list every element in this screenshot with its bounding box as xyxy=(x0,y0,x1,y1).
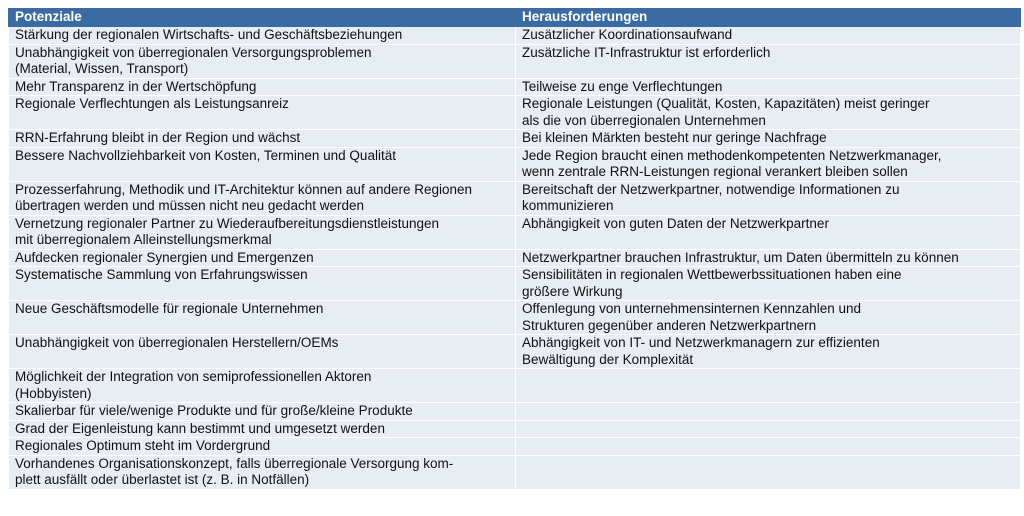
cell-herausforderung xyxy=(516,455,1021,489)
table-header-row xyxy=(9,9,1021,27)
cell-potenzial: Mehr Transparenz in der Wertschöpfung xyxy=(9,78,516,96)
table-row xyxy=(9,181,1021,215)
header-potenziale: Potenziale xyxy=(9,9,516,27)
cell-herausforderung xyxy=(516,369,1021,403)
table-row xyxy=(9,147,1021,181)
table-row xyxy=(9,78,1021,96)
cell-herausforderung xyxy=(516,420,1021,438)
table-row xyxy=(9,335,1021,369)
cell-potenzial: Bessere Nachvollziehbarkeit von Kosten, Terminen und Qualität xyxy=(9,147,516,181)
cell-potenzial: Vernetzung regionaler Partner zu Wiederaufbereitungsdienstleistungen mit überregionalem Alleinstellungsmerkmal xyxy=(9,215,516,249)
cell-herausforderung: Sensibilitäten in regionalen Wettbewerbssituationen haben eine größere Wirkung xyxy=(516,267,1021,301)
cell-potenzial: Neue Geschäftsmodelle für regionale Unternehmen xyxy=(9,301,516,335)
cell-herausforderung: Zusätzlicher Koordinationsaufwand xyxy=(516,27,1021,45)
cell-herausforderung: Bereitschaft der Netzwerkpartner, notwendige Informationen zu kommunizieren xyxy=(516,181,1021,215)
cell-potenzial: Aufdecken regionaler Synergien und Emergenzen xyxy=(9,249,516,267)
cell-potenzial: Systematische Sammlung von Erfahrungswissen xyxy=(9,267,516,301)
cell-herausforderung xyxy=(516,403,1021,421)
cell-potenzial: Regionale Verflechtungen als Leistungsanreiz xyxy=(9,96,516,130)
table-row xyxy=(9,44,1021,78)
cell-potenzial: Regionales Optimum steht im Vordergrund xyxy=(9,438,516,456)
cell-potenzial: Unabhängigkeit von überregionalen Versorgungsproblemen (Material, Wissen, Transport) xyxy=(9,44,516,78)
table-row xyxy=(9,420,1021,438)
table-row xyxy=(9,249,1021,267)
cell-potenzial: Skalierbar für viele/wenige Produkte und für große/kleine Produkte xyxy=(9,403,516,421)
cell-herausforderung: Teilweise zu enge Verflechtungen xyxy=(516,78,1021,96)
cell-herausforderung xyxy=(516,438,1021,456)
table-row xyxy=(9,403,1021,421)
cell-herausforderung: Jede Region braucht einen methodenkompetenten Netzwerkmanager, wenn zentrale RRN-Leistungen regional verankert bleiben sollen xyxy=(516,147,1021,181)
cell-herausforderung: Abhängigkeit von IT- und Netzwerkmanagern zur effizienten Bewältigung der Komplexität xyxy=(516,335,1021,369)
comparison-table xyxy=(8,8,1021,490)
table-row xyxy=(9,369,1021,403)
cell-potenzial: Stärkung der regionalen Wirtschafts- und Geschäftsbeziehungen xyxy=(9,27,516,45)
table-row xyxy=(9,455,1021,489)
cell-potenzial: Vorhandenes Organisationskonzept, falls überregionale Versorgung kom- plett ausfällt oder überlastet ist (z. B. in Notfällen) xyxy=(9,455,516,489)
table-row xyxy=(9,130,1021,148)
table-row xyxy=(9,27,1021,45)
cell-herausforderung: Netzwerkpartner brauchen Infrastruktur, um Daten übermitteln zu können xyxy=(516,249,1021,267)
table-row xyxy=(9,96,1021,130)
table-row xyxy=(9,301,1021,335)
table-row xyxy=(9,438,1021,456)
cell-potenzial: Grad der Eigenleistung kann bestimmt und umgesetzt werden xyxy=(9,420,516,438)
header-herausforderungen: Herausforderungen xyxy=(516,9,1021,27)
cell-potenzial: Unabhängigkeit von überregionalen Herstellern/OEMs xyxy=(9,335,516,369)
cell-herausforderung: Regionale Leistungen (Qualität, Kosten, Kapazitäten) meist geringer als die von überregionalen Unternehmen xyxy=(516,96,1021,130)
cell-herausforderung: Zusätzliche IT-Infrastruktur ist erforderlich xyxy=(516,44,1021,78)
cell-potenzial: Möglichkeit der Integration von semiprofessionellen Aktoren (Hobbyisten) xyxy=(9,369,516,403)
cell-potenzial: RRN-Erfahrung bleibt in der Region und wächst xyxy=(9,130,516,148)
table-row xyxy=(9,215,1021,249)
cell-potenzial: Prozesserfahrung, Methodik und IT-Architektur können auf andere Regionen übertragen werden und müssen nicht neu gedacht werden xyxy=(9,181,516,215)
cell-herausforderung: Offenlegung von unternehmensinternen Kennzahlen und Strukturen gegenüber anderen Netzwerkpartnern xyxy=(516,301,1021,335)
cell-herausforderung: Abhängigkeit von guten Daten der Netzwerkpartner xyxy=(516,215,1021,249)
table-row xyxy=(9,267,1021,301)
cell-herausforderung: Bei kleinen Märkten besteht nur geringe Nachfrage xyxy=(516,130,1021,148)
